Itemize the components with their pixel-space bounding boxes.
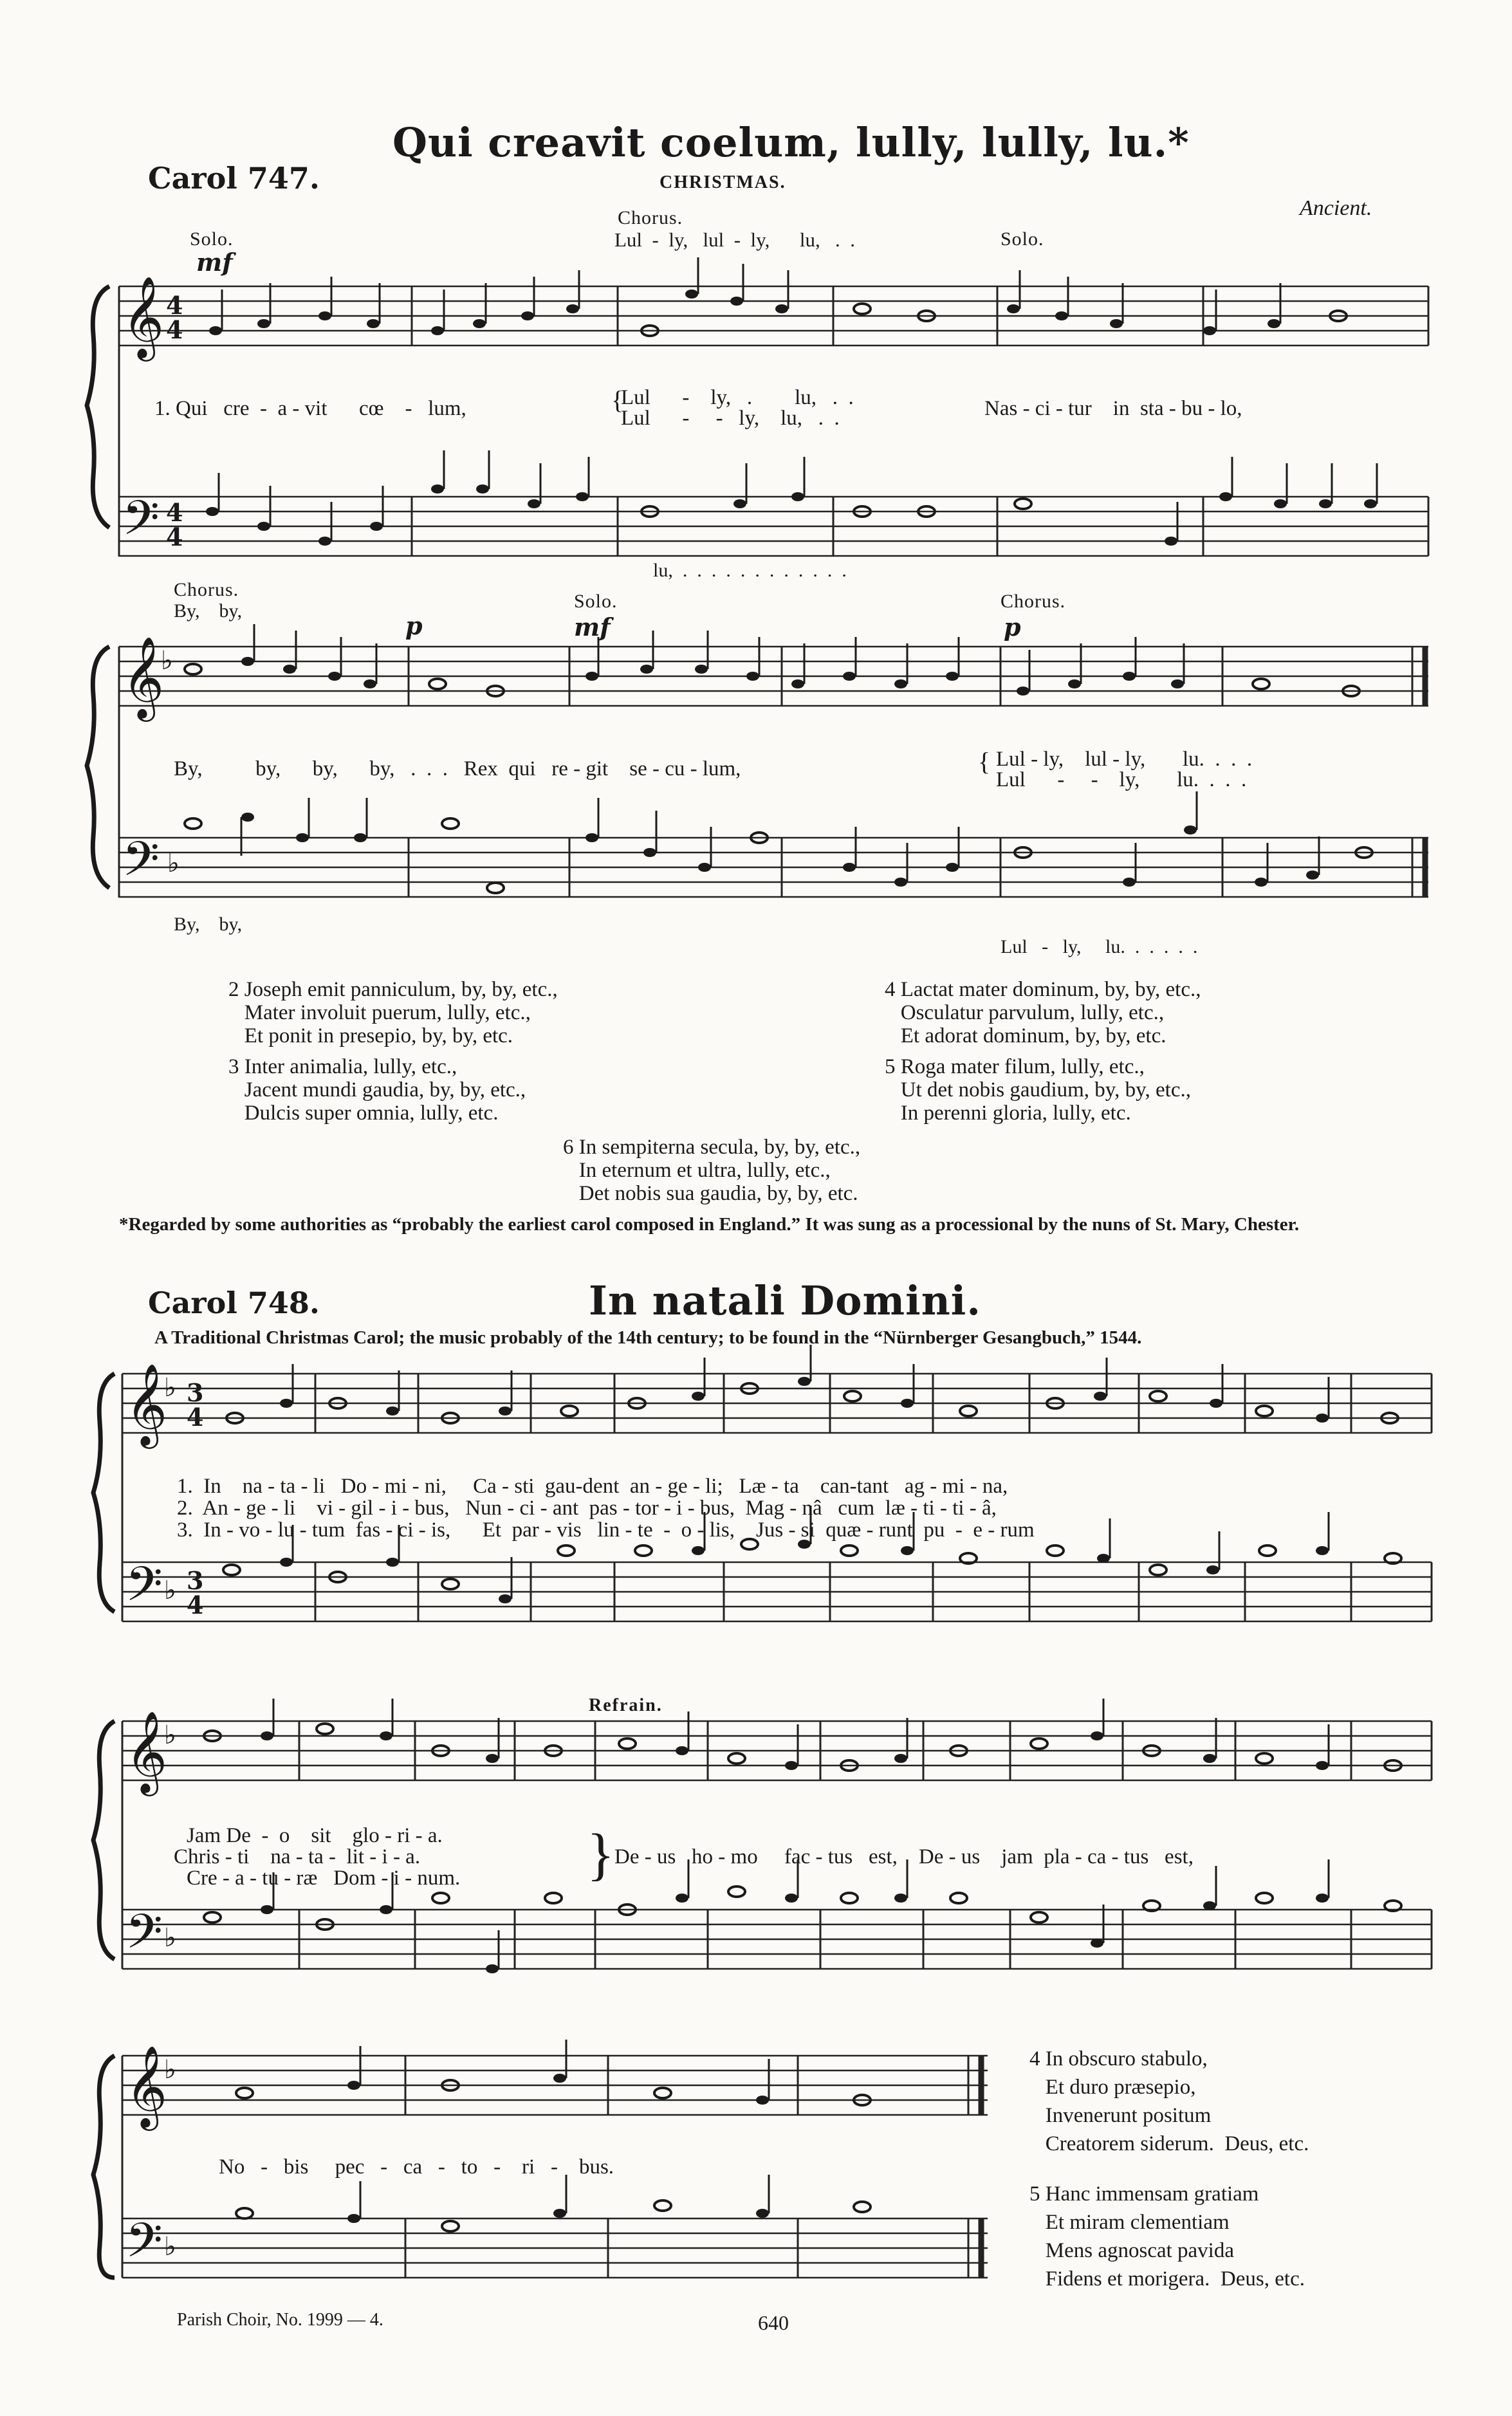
carol-747-system-2 — [0, 618, 1512, 952]
svg-text:♭: ♭ — [164, 1576, 176, 1605]
chorus-label: Chorus. — [618, 207, 683, 228]
treble-staff — [122, 1363, 1432, 1449]
verse-5: 5 Hanc immensam gratiam Et miram clementiam Mens agnoscat pavida Fidens et morigera. Deus, etc. — [1029, 2182, 1305, 2291]
svg-text:𝄢: 𝄢 — [125, 2213, 163, 2280]
verse-5: 5 Roga mater filum, lully, etc., Ut det nobis gaudium, by, by, etc., In perenni gloria, lully, etc. — [885, 1055, 1191, 1125]
lyric-line: Lul - ly, lul - ly, lu. . . . — [996, 748, 1253, 771]
lyric-line: By, by, by, by, . . . Rex qui re - git se - cu - lum, — [174, 757, 741, 780]
svg-text:4: 4 — [166, 498, 183, 527]
lyric-line: 1. In na - ta - li Do - mi - ni, Ca - sti gau-dent an - ge - li; Læ - ta can-tant ag - mi - na, — [177, 1475, 1008, 1498]
svg-text:♭: ♭ — [167, 849, 180, 878]
solo-label: Solo. — [190, 228, 234, 250]
carol-748-number: Carol 748. — [148, 1286, 320, 1320]
refrain-lyric: De - us ho - mo fac - tus est, De - us jam pla - ca - tus est, — [614, 1845, 1194, 1868]
solo-label: Solo. — [1000, 228, 1044, 250]
lyric-line: 3. In - vo - lu - tum fas - ci - is, Et par - vis lin - te - o - lis, Jus - si quæ - runt pu - e - rum — [177, 1518, 1035, 1542]
footnote: *Regarded by some authorities as “probably the earliest carol composed in England.” It was sung as a processional by the nuns of St. Mary, Chester. — [119, 1214, 1300, 1235]
verse-2: 2 Joseph emit panniculum, by, by, etc., Mater involuit puerum, lully, etc., Et ponit in presepio, by, by, etc. — [228, 978, 558, 1047]
svg-text:4: 4 — [166, 291, 183, 320]
dynamic-mark: p — [405, 611, 423, 640]
svg-text:𝄞: 𝄞 — [125, 1710, 168, 1793]
brace-glyph: } — [587, 1823, 615, 1886]
svg-text:𝄢: 𝄢 — [125, 1556, 163, 1624]
lyric-line: Chris - ti na - ta - lit - i - a. — [174, 1845, 421, 1868]
refrain-label: Refrain. — [589, 1695, 663, 1715]
svg-text:♭: ♭ — [164, 2232, 176, 2262]
svg-text:♭: ♭ — [164, 1923, 176, 1953]
treble-staff — [119, 636, 1428, 722]
svg-text:𝄢: 𝄢 — [125, 1904, 163, 1971]
dynamic-mark: mf — [574, 613, 611, 641]
svg-text:♭: ♭ — [161, 646, 173, 676]
svg-text:𝄞: 𝄞 — [125, 2045, 168, 2127]
lyric-line: lu, . . . . . . . . . . . . — [653, 560, 847, 581]
verse-4: 4 Lactat mater dominum, by, by, etc., Osculatur parvulum, lully, etc., Et adorat dominum, by, by, etc. — [885, 978, 1201, 1047]
svg-text:𝄢: 𝄢 — [122, 831, 160, 899]
brace-glyph: { — [978, 747, 991, 776]
svg-text:𝄞: 𝄞 — [122, 275, 165, 358]
svg-text:𝄞: 𝄞 — [122, 636, 165, 718]
dynamic-mark: p — [1004, 613, 1021, 641]
svg-text:4: 4 — [166, 315, 183, 344]
verse-6: 6 In sempiterna secula, by, by, etc., In eternum et ultra, lully, etc., Det nobis sua gaudia, by, by, etc. — [563, 1136, 861, 1205]
lyric-line: 1. Qui cre - a - vit cœ - lum, — [154, 397, 466, 420]
footer-source: Parish Choir, No. 1999 — 4. — [177, 2310, 383, 2330]
carol-747-number: Carol 747. — [148, 161, 320, 196]
lyric-line: Lul - - ly, lu. . . . — [996, 768, 1247, 791]
chorus-label: Chorus. — [174, 579, 239, 600]
verse-4: 4 In obscuro stabulo, Et duro præsepio, Invenerunt positum Creatorem siderum. Deus, etc. — [1029, 2047, 1309, 2155]
treble-staff — [122, 2045, 988, 2131]
chorus-label: Chorus. — [1000, 591, 1066, 612]
carol-747-attribution: Ancient. — [1300, 196, 1372, 220]
lyric-line: By, by, — [174, 600, 243, 622]
lyric-line: Lul - - ly, lu, . . — [621, 407, 840, 430]
svg-text:♭: ♭ — [164, 1373, 176, 1403]
lyric-line: Cre - a - tu - ræ Dom - i - num. — [187, 1867, 461, 1890]
treble-staff — [119, 275, 1428, 362]
bass-staff — [122, 2213, 988, 2280]
svg-text:𝄢: 𝄢 — [122, 490, 160, 558]
bass-staff — [122, 1556, 1432, 1624]
carol-748-title: In natali Domini. — [589, 1277, 981, 1324]
chorus-words: Lul - ly, lul - ly, lu, . . — [614, 228, 855, 251]
svg-text:4: 4 — [166, 522, 183, 551]
notes — [223, 1345, 1401, 1603]
svg-text:3: 3 — [187, 1378, 204, 1407]
svg-text:4: 4 — [187, 1403, 204, 1432]
lyric-line: 2. An - ge - li vi - gil - i - bus, Nun - ci - ant pas - tor - i - bus, Mag - nâ cum læ - ti - ti - â, — [177, 1497, 997, 1520]
lyric-line: No - bis pec - ca - to - ri - bus. — [219, 2155, 614, 2179]
svg-text:♭: ♭ — [164, 2055, 176, 2085]
bass-staff — [119, 490, 1428, 558]
svg-text:3: 3 — [187, 1566, 204, 1595]
carol-747-season: CHRISTMAS. — [659, 172, 786, 192]
carol-747-title: Qui creavit coelum, lully, lully, lu.* — [392, 119, 1190, 166]
svg-text:♭: ♭ — [164, 1720, 176, 1750]
page-number: 640 — [758, 2311, 789, 2334]
carol-748-intro: A Traditional Christmas Carol; the music probably of the 14th century; to be found in the “Nürnberger Gesangbuch,” 1544. — [154, 1327, 1142, 1348]
lyric-line: Lul - ly, . lu, . . — [621, 386, 854, 409]
lyric-line: Nas - ci - tur in sta - bu - lo, — [984, 397, 1242, 420]
verse-3: 3 Inter animalia, lully, etc., Jacent mundi gaudia, by, by, etc., Dulcis super omnia, lully, etc. — [228, 1055, 526, 1125]
svg-text:4: 4 — [187, 1591, 204, 1619]
lyric-line: By, by, — [174, 914, 243, 935]
svg-text:𝄞: 𝄞 — [125, 1363, 168, 1445]
solo-label: Solo. — [574, 591, 618, 612]
notes — [236, 2040, 871, 2231]
lyric-line: Lul - ly, lu. . . . . . — [1000, 936, 1198, 957]
lyric-line: Jam De - o sit glo - ri - a. — [187, 1824, 443, 1847]
bass-staff — [119, 831, 1428, 899]
dynamic-mark: mf — [196, 248, 233, 277]
brace-glyph: { — [611, 385, 624, 414]
